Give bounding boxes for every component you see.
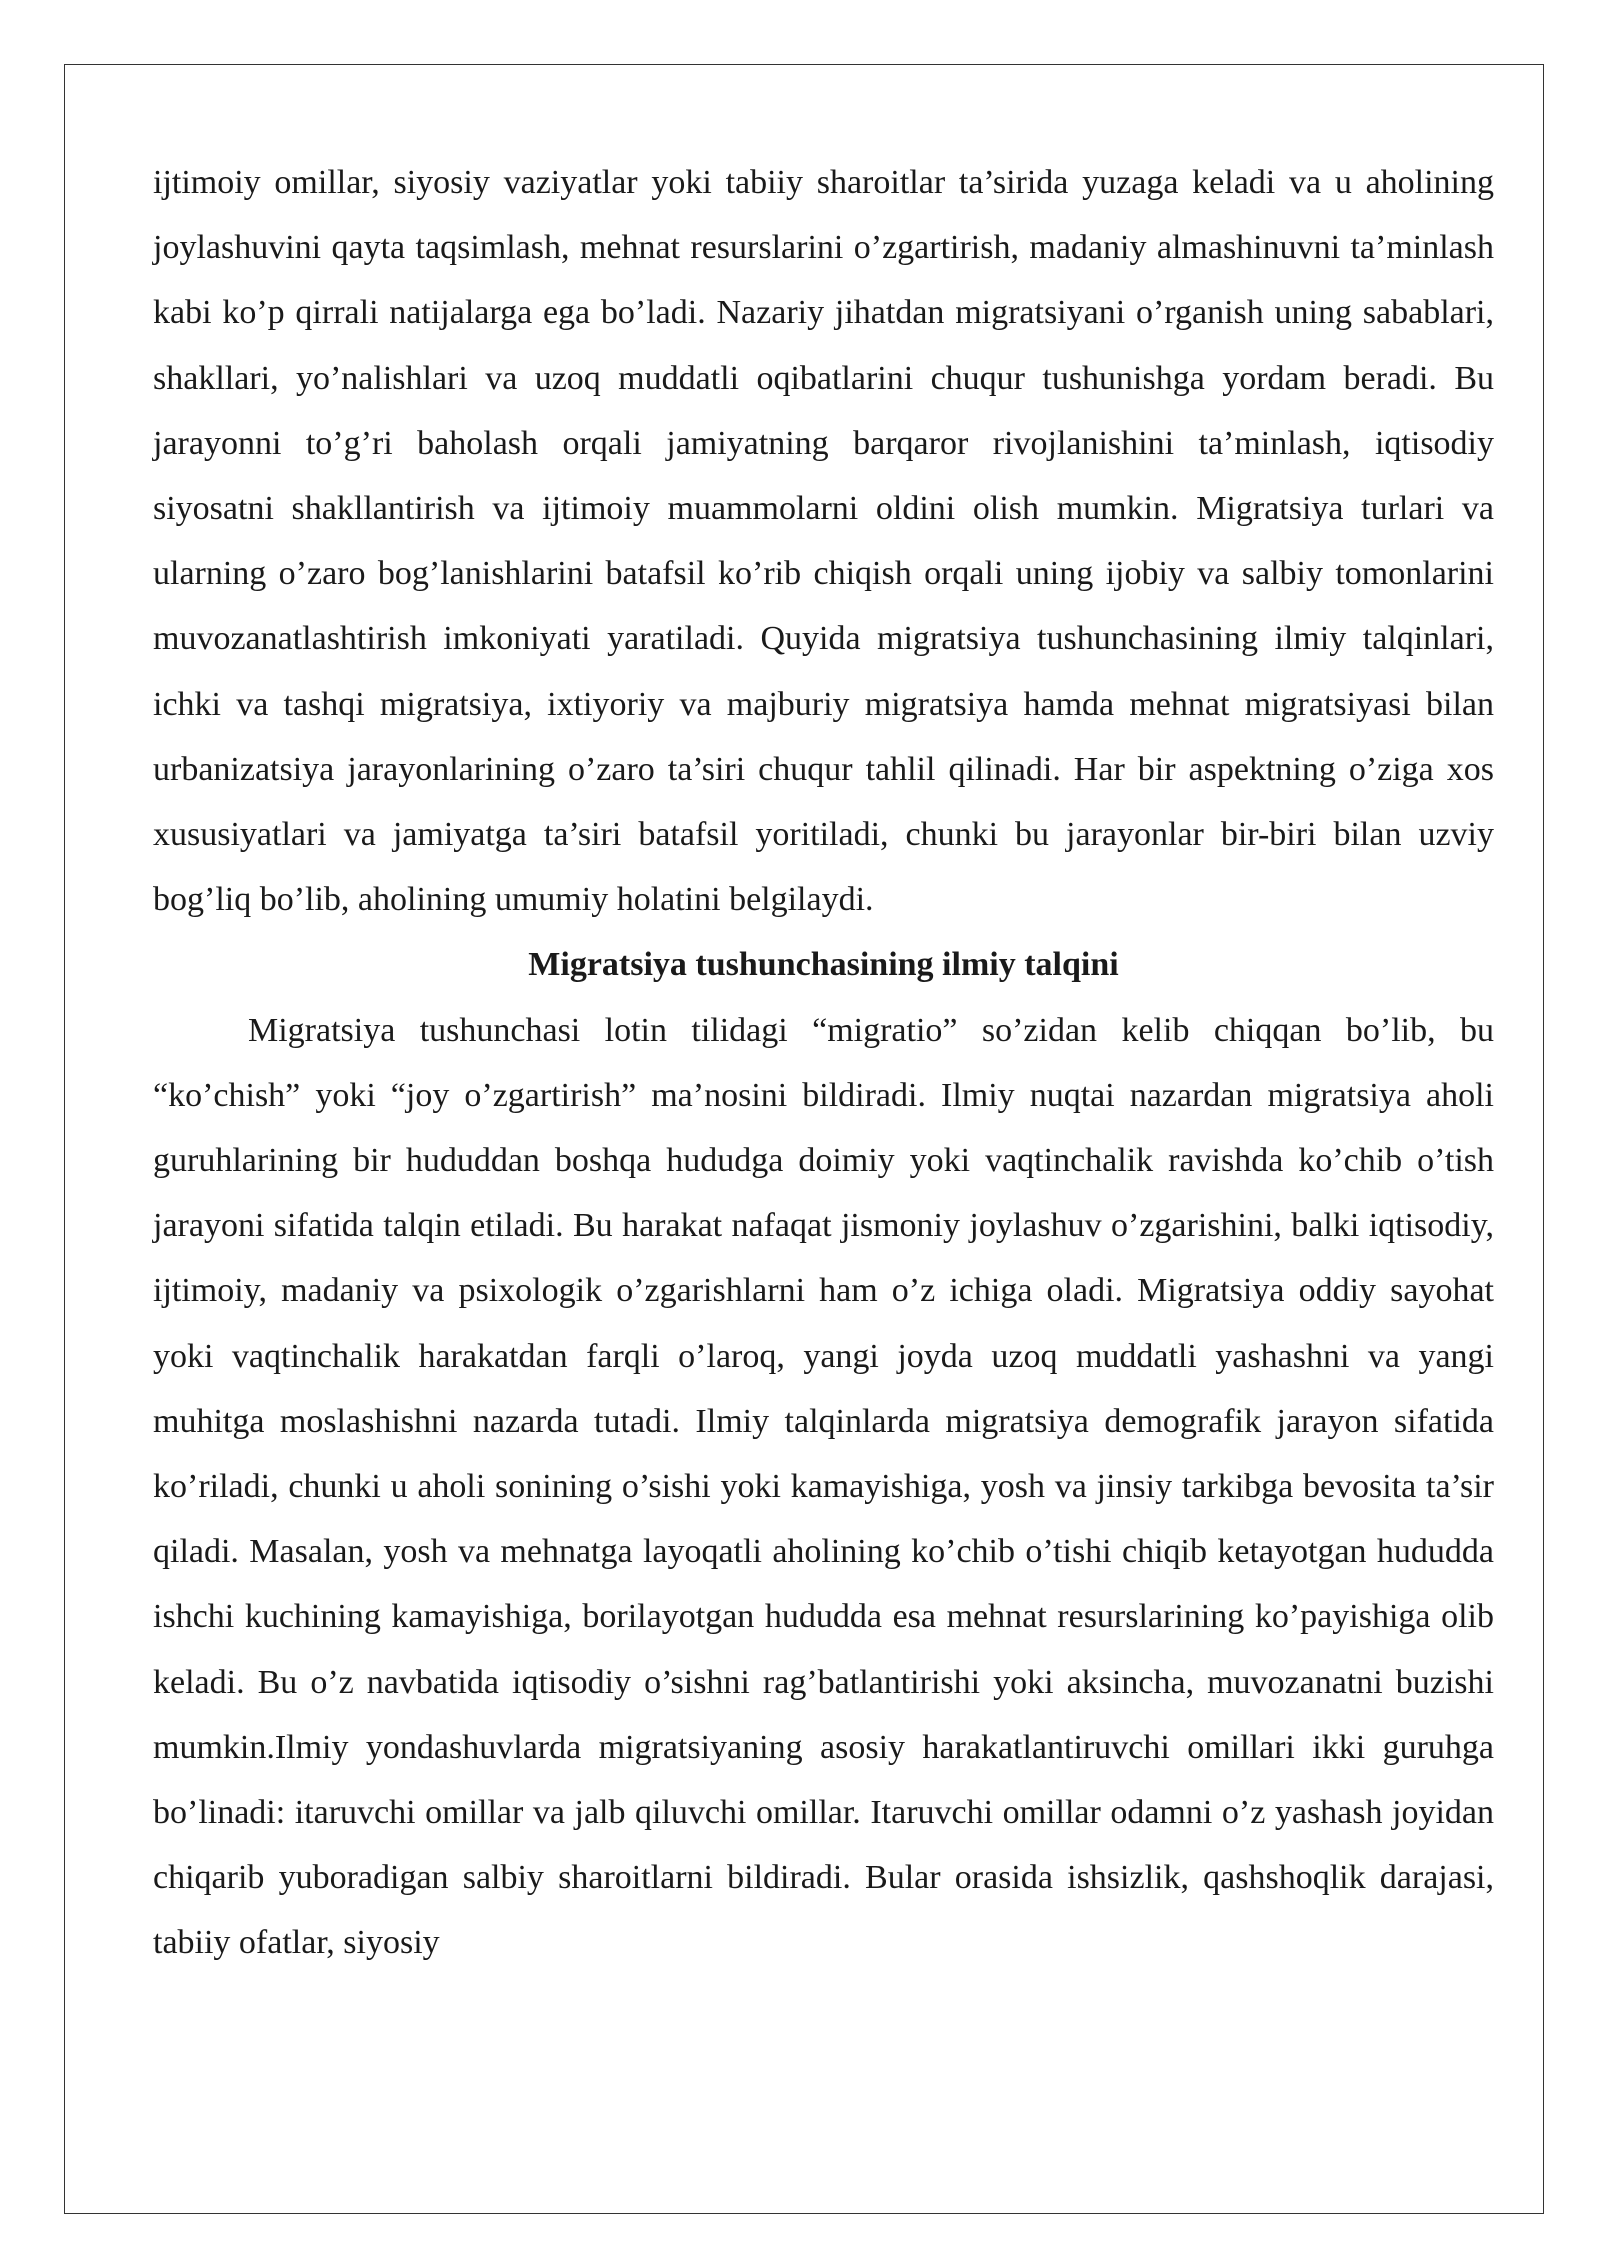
body-paragraph-2: Migratsiya tushunchasi lotin tilidagi “migratio” so’zidan kelib chiqqan bo’lib, bu “ko’chish” yoki “joy o’zgartirish” ma’nosini bildiradi. Ilmiy nuqtai nazardan migratsiya aholi guruhlarining bir hududdan boshqa hududga doimiy yoki vaqtinchalik ravishda ko’chib o’tish jarayoni sifatida talqin etiladi. Bu harakat nafaqat jismoniy joylashuv o’zgarishini, balki iqtisodiy, ijtimoiy, madaniy va psixologik o’zgarishlarni ham o’z ichiga oladi. Migratsiya oddiy sayohat yoki vaqtinchalik harakatdan farqli o’laroq, yangi joyda uzoq muddatli yashashni va yangi muhitga moslashishni nazarda tutadi. Ilmiy talqinlarda migratsiya demografik jarayon sifatida ko’riladi, chunki u aholi sonining o’sishi yoki kamayishiga, yosh va jinsiy tarkibga bevosita ta’sir qiladi. Masalan, yosh va mehnatga layoqatli aholining ko’chib o’tishi chiqib ketayotgan hududda ishchi kuchining kamayishiga, borilayotgan hududda esa mehnat resurslarining ko’payishiga olib keladi. Bu o’z navbatida iqtisodiy o’sishni rag’batlantirishi yoki aksincha, muvozanatni buzishi mumkin.Ilmiy yondashuvlarda migratsiyaning asosiy harakatlantiruvchi omillari ikki guruhga bo’linadi: itaruvchi omillar va jalb qiluvchi omillar. Itaruvchi omillar odamni o’z yashash joyidan chiqarib yuboradigan salbiy sharoitlarni bildiradi. Bular orasida ishsizlik, qashshoqlik darajasi, tabiiy ofatlar, siyosiy xyxy=(153,1011,1494,1962)
section-heading: Migratsiya tushunchasining ilmiy talqini xyxy=(528,946,1119,984)
document-body xyxy=(153,150,1494,1976)
body-paragraph-1: ijtimoiy omillar, siyosiy vaziyatlar yoki tabiiy sharoitlar ta’sirida yuzaga keladi va u aholining joylashuvini qayta taqsimlash, mehnat resurslarini o’zgartirish, madaniy almashinuvni ta’minlash kabi ko’p qirrali natijalarga ega bo’ladi. Nazariy jihatdan migratsiyani o’rganish uning sabablari, shakllari, yo’nalishlari va uzoq muddatli oqibatlarini chuqur tushunishga yordam beradi. Bu jarayonni to’g’ri baholash orqali jamiyatning barqaror rivojlanishini ta’minlash, iqtisodiy siyosatni shakllantirish va ijtimoiy muammolarni oldini olish mumkin. Migratsiya turlari va ularning o’zaro bog’lanishlarini batafsil ko’rib chiqish orqali uning ijobiy va salbiy tomonlarini muvozanatlashtirish imkoniyati yaratiladi. Quyida migratsiya tushunchasining ilmiy talqinlari, ichki va tashqi migratsiya, ixtiyoriy va majburiy migratsiya hamda mehnat migratsiyasi bilan urbanizatsiya jarayonlarining o’zaro ta’siri chuqur tahlil qilinadi. Har bir aspektning o’ziga xos xususiyatlari va jamiyatga ta’siri batafsil yoritiladi, chunki bu jarayonlar bir-biri bilan uzviy bog’liq bo’lib, aholining umumiy holatini belgilaydi. xyxy=(153,164,1494,919)
